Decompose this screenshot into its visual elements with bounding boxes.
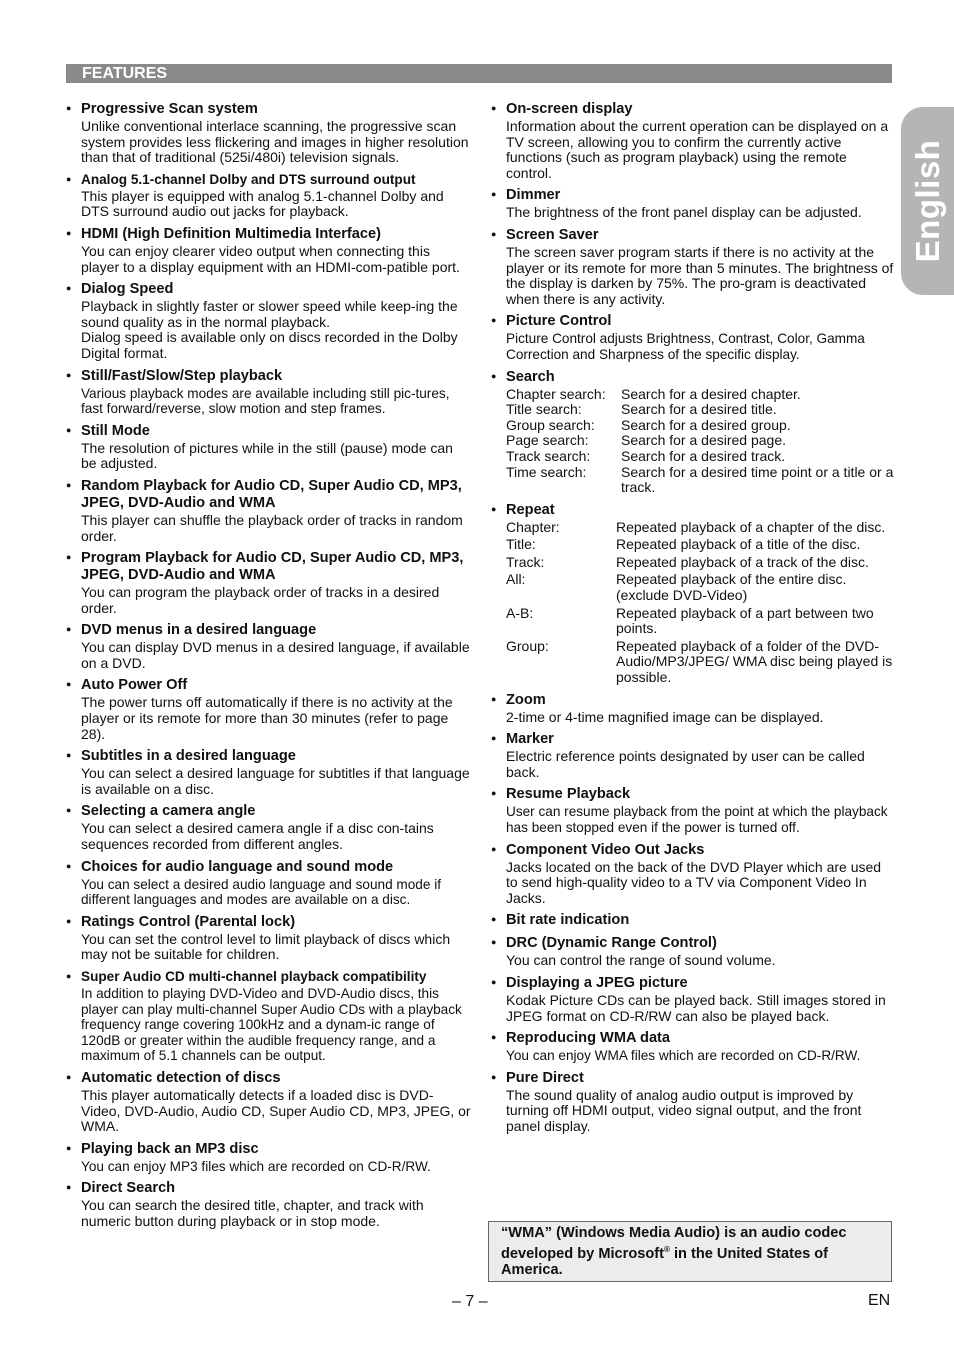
feature-item [66, 225, 471, 275]
feature-text: This player can shuffle the playback order of tracks in random order. [81, 511, 463, 544]
feature-title: ● Repeat [491, 501, 896, 519]
table-row [506, 606, 896, 637]
language-tab [901, 107, 954, 295]
feature-title: ● Playing back an MP3 disc [66, 1140, 471, 1158]
section-title: FEATURES [82, 65, 168, 82]
search-feature [491, 368, 896, 496]
row-value: Repeated playback of a part between two points. [616, 604, 874, 637]
feature-item [66, 621, 471, 671]
row-key: Group search: [506, 416, 595, 433]
row-key: Track search: [506, 447, 591, 464]
row-value: Search for a desired group. [621, 416, 791, 433]
feature-text: This player is equipped with analog 5.1-channel Dolby and DTS surround audio out jacks for playback. [81, 187, 444, 220]
row-key: Title search: [506, 401, 582, 418]
feature-title: ● Choices for audio language and sound mode [66, 858, 471, 876]
feature-item [66, 858, 471, 908]
feature-text: The screen saver program starts if there is no activity at the player or its remote for more than 5 minutes. The brightness of the display is darken by 75%. The pro-gram is deactivated when there is any activity. [506, 243, 894, 307]
feature-text: You can enjoy MP3 files which are recorded on CD-R/RW. [81, 1158, 431, 1174]
feature-title: ● Selecting a camera angle [66, 802, 471, 820]
feature-item [66, 100, 471, 166]
feature-title: ● Pure Direct [491, 1069, 896, 1087]
feature-title: ● DRC (Dynamic Range Control) [491, 934, 896, 952]
feature-title: ● Resume Playback [491, 785, 896, 803]
feature-item [66, 747, 471, 797]
feature-title: ● Still/Fast/Slow/Step playback [66, 367, 471, 385]
feature-item [66, 280, 471, 361]
feature-item [491, 841, 896, 907]
feature-title: ● Super Audio CD multi-channel playback compatibility [66, 968, 471, 985]
feature-item [491, 186, 896, 221]
feature-text: In addition to playing DVD-Video and DVD-Audio discs, this player can play multi-channel Super Audio CDs with a playback frequency range covering 100kHz and a dynam-ic range of 120dB or greater within the audible frequency range, and a maximum of 5.1 channels can be output. [81, 986, 462, 1064]
feature-item [491, 785, 896, 835]
row-value: Repeated playback of a title of the disc. [616, 536, 861, 553]
table-row [506, 555, 896, 571]
feature-title: ● Progressive Scan system [66, 100, 471, 118]
feature-text: You can enjoy WMA files which are recorded on CD-R/RW. [506, 1048, 861, 1064]
table-row [506, 418, 896, 434]
feature-title: ● Direct Search [66, 1179, 471, 1197]
right-column [491, 100, 896, 1140]
feature-text: Information about the current operation can be displayed on a TV screen, allowing you to confirm the currently active functions (such as program playback) using the remote control. [506, 118, 889, 181]
row-key: Chapter search: [506, 385, 606, 402]
feature-title: ● Marker [491, 730, 896, 748]
feature-item [66, 802, 471, 852]
row-value: Search for a desired time point or a title or a track. [621, 463, 894, 496]
feature-item [491, 691, 896, 726]
repeat-feature [491, 501, 896, 686]
feature-title: ● Auto Power Off [66, 676, 471, 694]
row-value: Repeated playback of a folder of the DVD-Audio/MP3/JPEG/ WMA disc being played is possible. [616, 637, 893, 686]
feature-title: ● DVD menus in a desired language [66, 621, 471, 639]
feature-text: The sound quality of analog audio output is improved by turning off HDMI output, video signal output, and the front panel display. [506, 1086, 862, 1134]
feature-item [491, 730, 896, 780]
registered-mark: ® [664, 1244, 670, 1254]
feature-text: Electric reference points designated by user can be called back. [506, 748, 865, 780]
feature-item [66, 1069, 471, 1135]
wma-note-box [488, 1221, 892, 1282]
feature-text: This player automatically detects if a loaded disc is DVD-Video, DVD-Audio, Audio CD, Super Audio CD, MP3, JPEG, or WMA. [81, 1086, 471, 1135]
table-row [506, 537, 896, 553]
feature-text: You can select a desired camera angle if a disc con-tains sequences recorded from different angles. [81, 820, 434, 853]
table-row [506, 387, 896, 403]
feature-item [491, 1069, 896, 1135]
feature-text: You can enjoy clearer video output when connecting this player to a display equipment with an HDMI-com-patible port. [81, 242, 460, 275]
feature-title: ● Screen Saver [491, 226, 896, 244]
feature-text: You can select a desired language for subtitles if that language is available on a disc. [81, 765, 470, 797]
feature-item [491, 1029, 896, 1064]
feature-item [66, 968, 471, 1064]
feature-title: ● Zoom [491, 691, 896, 709]
feature-title: ● Automatic detection of discs [66, 1069, 471, 1087]
feature-item [66, 1179, 471, 1229]
row-key: Chapter: [506, 518, 560, 535]
row-value: Search for a desired page. [621, 432, 786, 449]
row-key: Time search: [506, 463, 587, 480]
feature-text: You can set the control level to limit playback of discs which may not be suitable for children. [81, 930, 451, 963]
feature-item [491, 934, 896, 969]
feature-text: You can search the desired title, chapter, and track with numeric button during playback or in stop mode. [81, 1197, 424, 1229]
feature-title: ● Analog 5.1-channel Dolby and DTS surround output [66, 171, 471, 188]
feature-item [491, 226, 896, 307]
feature-text: Playback in slightly faster or slower speed while keep-ing the sound quality as in the normal playback. Dialog speed is available only on discs recorded in the Dolby Digital format. [81, 298, 458, 361]
row-value: Search for a desired title. [621, 401, 777, 418]
table-row [506, 449, 896, 465]
row-value: Repeated playback of a chapter of the disc. [616, 518, 886, 535]
language-tab-label: English [908, 139, 946, 263]
feature-title: ● Dimmer [491, 186, 896, 204]
table-row [506, 465, 896, 496]
feature-item [491, 974, 896, 1024]
feature-text: Various playback modes are available including still pic-tures, fast forward/reverse, slow motion and step frames. [81, 385, 450, 417]
feature-text: You can control the range of sound volume. [506, 952, 776, 969]
feature-text: The brightness of the front panel display can be adjusted. [506, 204, 862, 221]
feature-text: Jacks located on the back of the DVD Player which are used to send high-quality video to a TV via Component Video In Jacks. [506, 858, 882, 906]
feature-title: ● Ratings Control (Parental lock) [66, 913, 471, 931]
feature-title: ● On-screen display [491, 100, 896, 118]
feature-title: ● Reproducing WMA data [491, 1029, 896, 1047]
language-code: EN [868, 1292, 891, 1309]
table-row [506, 402, 896, 418]
feature-item [491, 100, 896, 181]
feature-title: ● Displaying a JPEG picture [491, 974, 896, 992]
feature-title: ● Search [491, 368, 896, 386]
feature-text: 2-time or 4-time magnified image can be displayed. [506, 708, 824, 725]
search-table [491, 387, 896, 496]
feature-title: ● HDMI (High Definition Multimedia Interface) [66, 225, 471, 243]
row-key: All: [506, 571, 526, 588]
feature-text: You can program the playback order of tracks in a desired order. [81, 584, 440, 616]
section-header-bar [66, 64, 892, 83]
row-key: A-B: [506, 604, 534, 621]
row-key: Group: [506, 637, 549, 654]
feature-item [66, 676, 471, 742]
feature-item [491, 911, 896, 929]
feature-title: ● Subtitles in a desired language [66, 747, 471, 765]
feature-item [66, 549, 471, 616]
table-row [506, 639, 896, 686]
feature-title: ● Program Playback for Audio CD, Super Audio CD, MP3, JPEG, DVD-Audio and WMA [66, 549, 471, 584]
feature-text: You can display DVD menus in a desired language, if available on a DVD. [81, 639, 470, 671]
row-value: Repeated playback of a track of the disc. [616, 553, 869, 570]
note-text-end: in the United States of America. [501, 1245, 829, 1278]
feature-text: Kodak Picture CDs can be played back. Still images stored in JPEG format on CD-R/RW can also be played back. [506, 991, 886, 1024]
row-key: Track: [506, 553, 545, 570]
row-value: Search for a desired chapter. [621, 385, 801, 402]
feature-title: ● Still Mode [66, 422, 471, 440]
feature-title: ● Dialog Speed [66, 280, 471, 298]
feature-item [66, 913, 471, 963]
feature-text: Unlike conventional interlace scanning, the progressive scan system provides less flickering and images in higher resolution than that of traditional (525i/480i) television signals. [81, 118, 469, 166]
feature-item [66, 477, 471, 544]
feature-text: The resolution of pictures while in the still (pause) mode can be adjusted. [81, 439, 453, 472]
feature-item [66, 367, 471, 417]
row-value: Search for a desired track. [621, 447, 786, 464]
feature-text: Picture Control adjusts Brightness, Contrast, Color, Gamma Correction and Sharpness of the specific display. [506, 331, 865, 362]
feature-title: ● Picture Control [491, 312, 896, 330]
table-row [506, 520, 896, 536]
feature-title: ● Random Playback for Audio CD, Super Audio CD, MP3, JPEG, DVD-Audio and WMA [66, 477, 471, 512]
note-text: “WMA” (Windows Media Audio) is an audio codec developed by Microsoft [501, 1225, 847, 1262]
row-key: Page search: [506, 432, 589, 449]
row-value: Repeated playback of the entire disc. (exclude DVD-Video) [616, 571, 847, 604]
feature-title: ● Bit rate indication [491, 911, 896, 929]
page-number: – 7 – [452, 1293, 488, 1310]
feature-title: ● Component Video Out Jacks [491, 841, 896, 859]
feature-item [491, 312, 896, 362]
feature-item [66, 422, 471, 472]
table-row [506, 433, 896, 449]
row-key: Title: [506, 536, 536, 553]
left-column [66, 100, 471, 1235]
feature-text: The power turns off automatically if there is no activity at the player or its remote for more than 30 minutes (refer to page 28). [81, 694, 453, 742]
feature-text: You can select a desired audio language and sound mode if different languages and modes are available on a disc. [81, 876, 442, 908]
feature-item [66, 1140, 471, 1175]
feature-item [66, 171, 471, 220]
table-row [506, 572, 896, 603]
feature-text: User can resume playback from the point at which the playback has been stopped even if the power is turned off. [506, 804, 888, 835]
repeat-table [491, 520, 896, 686]
